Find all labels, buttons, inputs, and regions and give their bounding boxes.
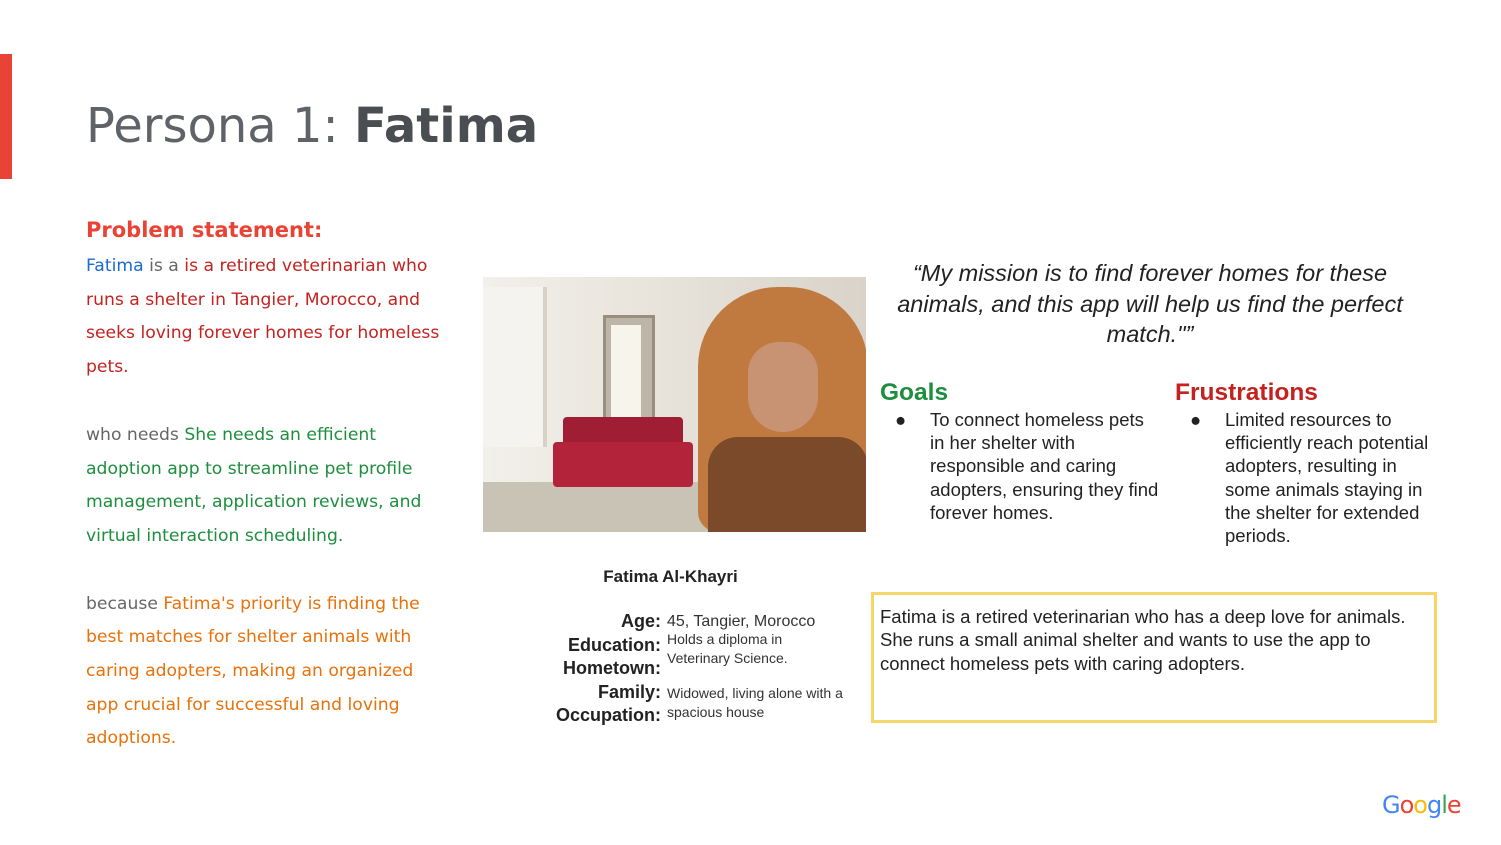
- problem-insight: Fatima's priority is finding the best matches for shelter animals with caring adopters, making an organized app crucial for successful and loving adoptions.: [86, 593, 420, 749]
- value-family: Widowed, living alone with a spacious house: [667, 685, 843, 720]
- goal-item: ● To connect homeless pets in her shelter with responsible and caring adopters, ensuring they find forever homes.: [895, 409, 1159, 523]
- detail-labels: [530, 610, 661, 728]
- accent-bar: [0, 54, 12, 179]
- value-education: Holds a diploma in Veterinary Science.: [667, 631, 788, 666]
- label-hometown: Hometown:: [563, 658, 661, 678]
- page-title: [86, 98, 538, 154]
- persona-photo: [483, 277, 866, 532]
- goals-heading: Goals: [880, 379, 949, 406]
- problem-paragraph-3: [86, 588, 446, 757]
- label-occupation: Occupation:: [555, 705, 661, 725]
- persona-name: Fatima Al-Khayri: [603, 567, 738, 586]
- problem-user-description: is a retired veterinarian who runs a shelter in Tangier, Morocco, and seeks loving forever homes for homeless pets.: [86, 256, 440, 378]
- title-prefix: Persona 1:: [86, 98, 354, 154]
- frustrations-heading: Frustrations: [1175, 379, 1318, 406]
- bullet-icon: ●: [1190, 409, 1202, 430]
- persona-bio: Fatima is a retired veterinarian who has a deep love for animals. She runs a small animal shelter and wants to use the app to connect homeless pets with caring adopters.: [871, 592, 1437, 723]
- problem-paragraph-2: [86, 419, 446, 554]
- problem-paragraph-1: [86, 250, 446, 385]
- problem-statement: [86, 218, 446, 756]
- persona-quote: “My mission is to find forever homes for these animals, and this app will help us find the perfect match."”: [897, 260, 1403, 347]
- label-education: Education:: [568, 634, 661, 655]
- label-family: Family:: [597, 681, 661, 702]
- problem-connector-1: is a: [143, 256, 185, 276]
- bullet-icon: ●: [895, 409, 907, 430]
- problem-connector-3: because: [86, 593, 164, 614]
- problem-heading: Problem statement:: [86, 218, 323, 242]
- value-age: 45, Tangier, Morocco: [667, 613, 816, 630]
- google-logo: Google: [1382, 791, 1461, 819]
- problem-user: Fatima: [86, 256, 144, 276]
- title-name: Fatima: [353, 98, 539, 154]
- frustration-item: ● Limited resources to efficiently reach potential adopters, resulting in some animals staying in the shelter for extended periods.: [1190, 409, 1429, 547]
- label-age: Age:: [621, 611, 661, 631]
- frustrations-section: [1175, 378, 1445, 547]
- problem-need: She needs an efficient adoption app to streamline pet profile management, application reviews, and virtual interaction scheduling.: [86, 424, 422, 546]
- problem-connector-2: who needs: [86, 424, 185, 445]
- goals-section: [880, 378, 1160, 524]
